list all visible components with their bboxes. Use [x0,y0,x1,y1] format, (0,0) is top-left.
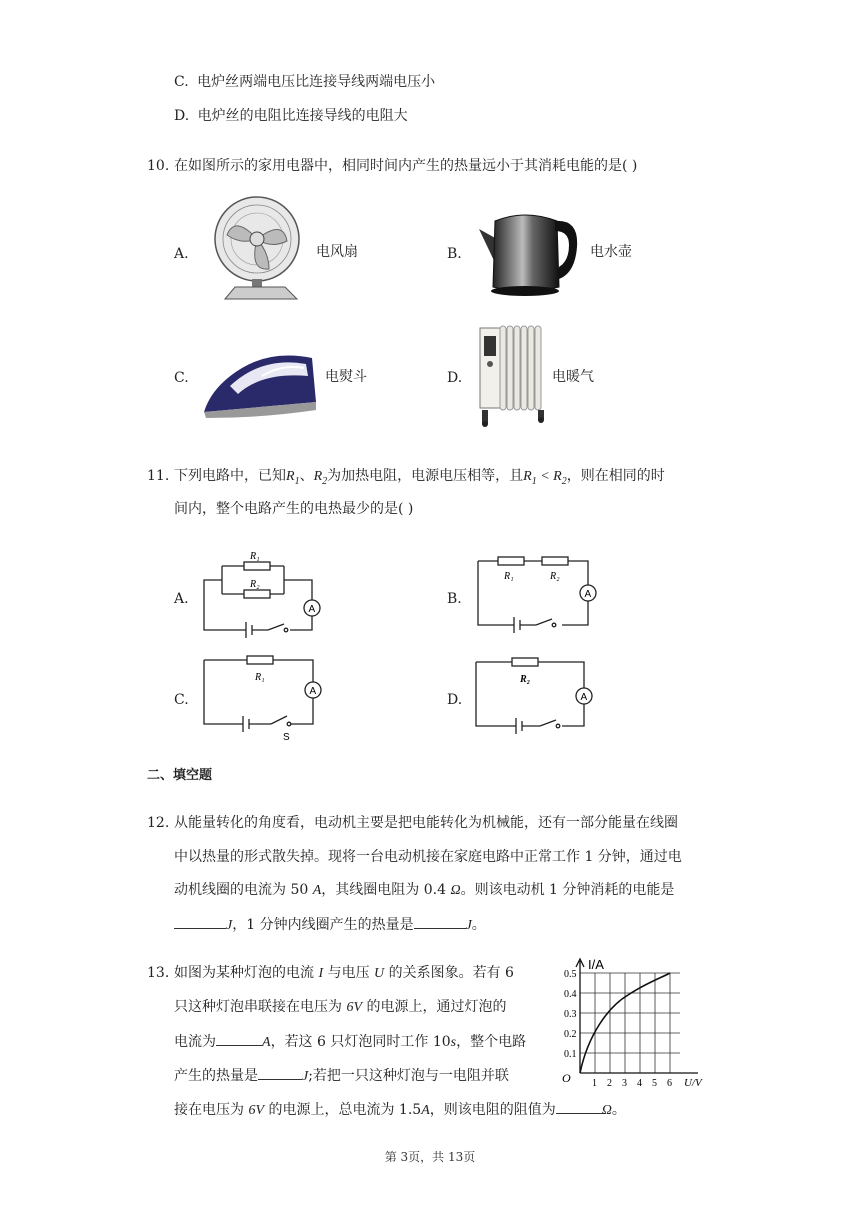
option-letter: D. [174,108,190,124]
q13-text: ，则该电阻的阻值为 [429,1102,556,1118]
math-symbol: R [553,469,562,484]
q11-option-c-letter: C. [174,692,189,708]
resistor-label: R₁ [250,551,260,562]
q11-stem-text: 、 [299,468,314,484]
ammeter-label: A [309,686,317,697]
kettle-icon [475,207,583,297]
q13-text: ，整个电路 [456,1034,527,1050]
ammeter-label: A [308,604,316,615]
math-symbol: I [318,966,324,981]
answer-blank[interactable] [216,1031,262,1046]
answer-blank[interactable] [174,914,226,929]
graph-ylabel: I/A [588,957,604,972]
math-subscript: 2 [561,475,567,487]
answer-blank[interactable] [556,1099,602,1114]
q10-option-a-letter: A. [174,246,189,262]
math-subscript: 1 [531,475,537,487]
graph-xtick: 2 [607,1078,612,1089]
math-operator: < [536,469,554,484]
ammeter-label: A [584,589,592,600]
q12-line1: 从能量转化的角度看，电动机主要是把电能转化为机械能，还有一部分能量在线圈 [174,815,678,831]
q12-text: 动机线圈的电流为 50 [174,882,313,898]
option-letter: C. [174,74,189,90]
resistor-label: R₁ [504,571,514,582]
resistor-label: R₂ [520,674,531,685]
q11-option-d-letter: D. [447,692,463,708]
q13-text: 如图为某种灯泡的电流 [174,965,319,981]
q12-text: 。则该电动机 1 分钟消耗的电能是 [460,882,675,898]
q10-option-c-letter: C. [174,370,189,386]
q13-text: 的关系图象。若有 6 [384,965,514,981]
math-symbol: 6V [346,1000,363,1015]
iu-graph [548,955,728,1091]
fan-icon [205,195,310,303]
graph-ytick: 0.5 [564,969,577,980]
unit-symbol: J [226,918,233,933]
graph-origin: O [562,1071,571,1085]
page-footer: 第 3页，共 13页 [384,1150,476,1164]
circuit-diagram-a [200,548,325,638]
q13-text: ;若把一只这种灯泡与一电阻并联 [308,1068,509,1084]
q11-stem-text: ，则在相同的时 [566,468,665,484]
math-subscript: 1 [294,475,300,487]
graph-xtick: 5 [652,1078,657,1089]
graph-xlabel: U/V [684,1077,702,1089]
graph-ytick: 0.4 [564,989,577,1000]
graph-ytick: 0.1 [564,1049,577,1060]
graph-xtick: 4 [637,1078,642,1089]
graph-xtick: 6 [667,1078,672,1089]
q13-text: 。 [611,1102,626,1118]
unit-symbol: A [312,883,322,898]
q13-text: ，若这 6 只灯泡同时工作 10 [270,1034,451,1050]
q11-option-a-letter: A. [174,591,189,607]
q10-number: 10. [147,158,170,174]
math-subscript: 2 [322,475,328,487]
q13-line4 [174,1065,509,1087]
answer-blank[interactable] [258,1065,302,1080]
q10-option-c-label: 电熨斗 [325,369,367,385]
q12-number: 12. [147,815,170,831]
resistor-label: R₂ [550,571,560,582]
q11-stem-text: 下列电路中，已知 [174,468,286,484]
math-symbol: R [286,469,295,484]
circuit-diagram-b [476,553,606,638]
circuit-diagram-d [474,654,599,739]
q12-line4 [174,914,486,936]
ammeter-label: A [580,692,588,703]
q10-option-d-label: 电暖气 [552,369,594,385]
q13-text: 接在电压为 [174,1102,249,1118]
option-text: 电炉丝的电阻比连接导线的电阻大 [197,108,408,124]
unit-symbol: s [450,1035,457,1050]
q11-stem-line2: 间内，整个电路产生的电热最少的是( ) [174,501,414,517]
q13-text: 电流为 [174,1034,216,1050]
q9-option-c [174,72,435,92]
q13-text: 与电压 [323,965,375,981]
q9-option-d [174,106,408,126]
math-symbol: U [374,966,385,981]
math-symbol: R [523,469,532,484]
q10-option-a-label: 电风扇 [316,244,358,260]
resistor-label: R₁ [255,672,265,683]
circuit-diagram-c [201,652,326,742]
unit-symbol: J [465,918,472,933]
switch-label: S [283,732,290,743]
q12-line2: 中以热量的形式散失掉。现将一台电动机接在家庭电路中正常工作 1 分钟，通过电 [174,849,682,865]
q10-option-b-label: 电水壶 [590,244,632,260]
q11-option-b-letter: B. [447,591,462,607]
answer-blank[interactable] [414,914,466,929]
section-title: 二、填空题 [147,768,213,783]
heater-icon [476,320,550,428]
q12-text: ，其线圈电阻为 0.4 [321,882,451,898]
q10-option-d-letter: D. [447,370,463,386]
q11-stem-line1 [174,466,665,492]
unit-symbol: A [421,1103,430,1118]
iron-icon [202,346,320,420]
unit-symbol: Ω [450,883,461,898]
q12-text: ，1 分钟内线圈产生的热量是 [232,917,414,933]
q13-text: 产生的热量是 [174,1068,258,1084]
unit-symbol: A [262,1035,271,1050]
resistor-label: R₂ [250,579,260,590]
option-text: 电炉丝两端电压比连接导线两端电压小 [197,74,436,90]
q12-text: 。 [471,917,486,933]
q13-text: 的电源上，通过灯泡的 [362,999,507,1015]
q10-stem: 在如图所示的家用电器中，相同时间内产生的热量远小于其消耗电能的是( ) [174,158,638,174]
q13-text: 的电源上，总电流为 1.5 [264,1102,422,1118]
q10-option-b-letter: B. [447,246,462,262]
unit-symbol: J [302,1069,309,1084]
graph-xtick: 1 [592,1078,597,1089]
q11-number: 11. [147,468,170,484]
q12-line3 [174,880,674,901]
graph-xtick: 3 [622,1078,627,1089]
q13-text: 只这种灯泡串联接在电压为 [174,999,347,1015]
q13-line3 [174,1031,526,1053]
q13-number: 13. [147,965,170,981]
graph-ytick: 0.2 [564,1029,577,1040]
q13-line2 [174,997,506,1018]
q11-stem-text: 为加热电阻，电源电压相等，且 [327,468,524,484]
math-symbol: R [313,469,323,484]
graph-ytick: 0.3 [564,1009,577,1020]
unit-symbol: Ω [601,1103,612,1118]
q13-line5 [174,1099,626,1121]
q13-line1 [174,963,514,984]
math-symbol: 6V [248,1103,265,1118]
